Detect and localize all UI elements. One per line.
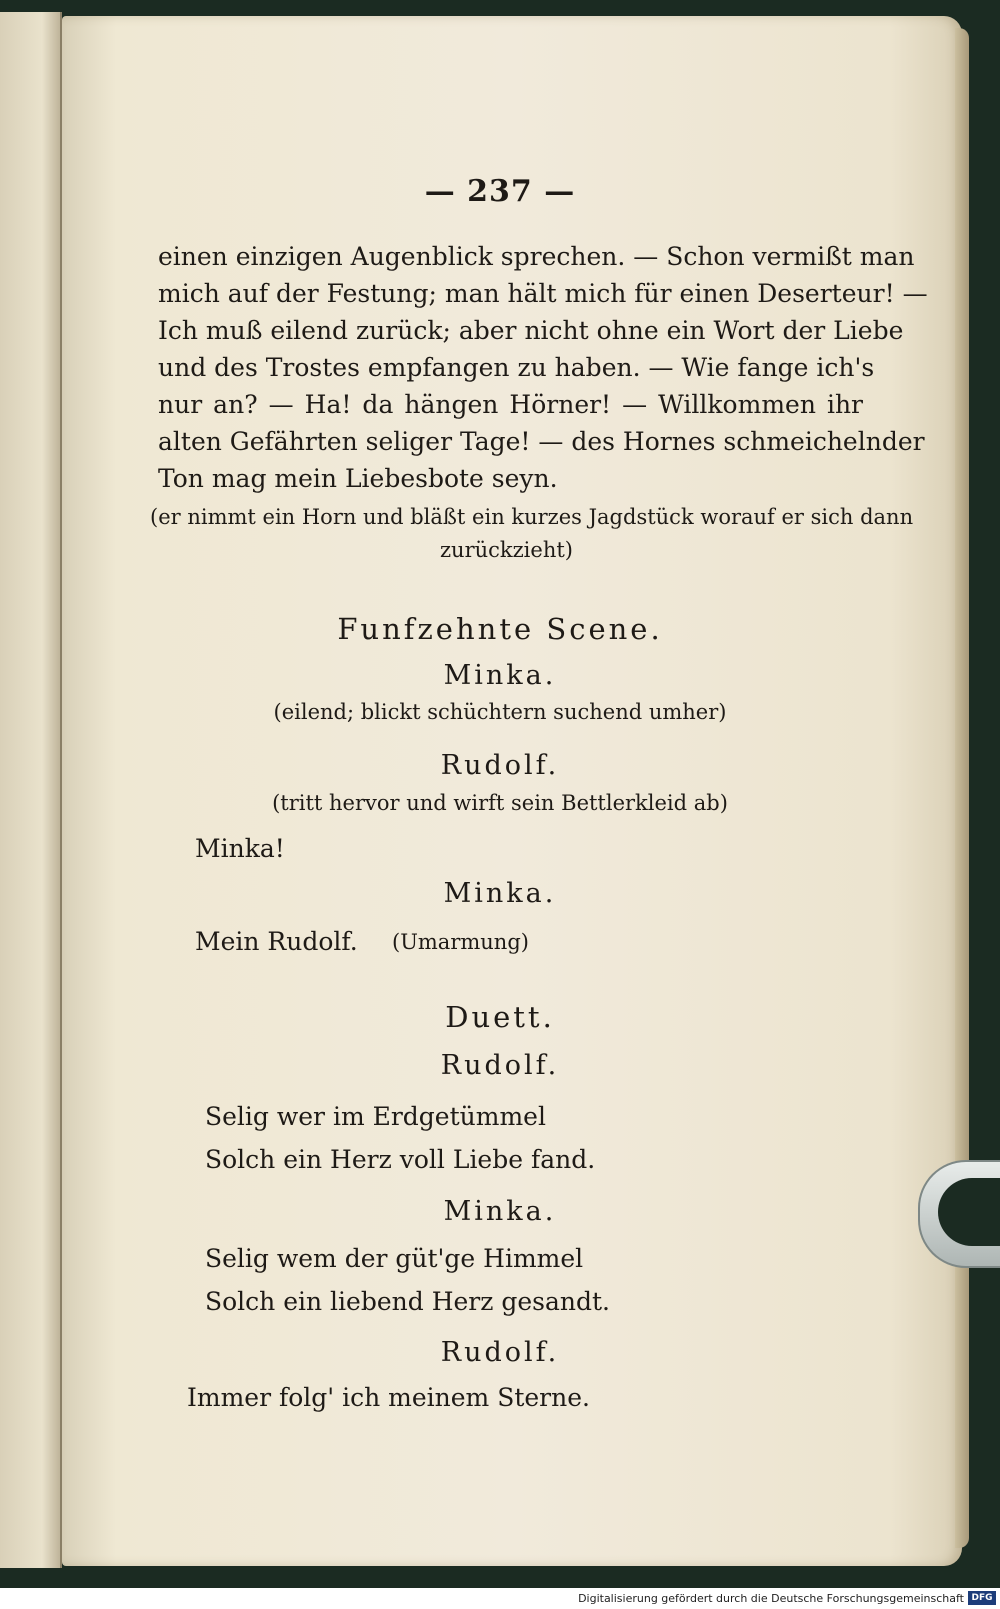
verse-line: Solch ein liebend Herz gesandt. [205, 1287, 610, 1316]
page-number: — 237 — [424, 174, 576, 209]
speaker-name: Minka. [443, 1196, 557, 1227]
dialogue-line: Mein Rudolf. [195, 927, 358, 956]
scene-heading: Funfzehnte Scene. [337, 612, 663, 646]
verse-line: Immer folg' ich meinem Sterne. [187, 1383, 590, 1412]
verse-line: Solch ein Herz voll Liebe fand. [205, 1145, 596, 1174]
footer-bar [0, 1588, 1000, 1609]
stage-direction: (Umarmung) [392, 930, 529, 954]
speaker-name: Minka. [443, 878, 557, 909]
prose-line: Ton mag mein Liebesbote seyn. [158, 464, 558, 493]
prose-line: einen einzigen Augenblick sprechen. — Schon vermißt man [158, 242, 915, 271]
speaker-name: Rudolf. [440, 750, 560, 781]
prose-line: Ich muß eilend zurück; aber nicht ohne ein Wort der Liebe [158, 316, 904, 345]
verse-line: Selig wer im Erdgetümmel [205, 1102, 546, 1131]
verse-line: Selig wem der güt'ge Himmel [205, 1244, 584, 1273]
stage-direction: zurückzieht) [439, 538, 573, 562]
page-stack-edge [955, 28, 969, 1548]
speaker-name: Rudolf. [440, 1050, 560, 1081]
previous-page-edge [0, 12, 62, 1568]
prose-line: alten Gefährten seliger Tage! — des Hornes schmeichelnder [158, 427, 925, 456]
speaker-name: Minka. [443, 660, 557, 691]
prose-line: nur an? — Ha! da hängen Hörner! — Willkommen ihr [158, 390, 863, 419]
stage-direction: (er nimmt ein Horn und bläßt ein kurzes Jagdstück worauf er sich dann [150, 505, 914, 529]
stage-direction: (tritt hervor und wirft sein Bettlerkleid ab) [272, 791, 728, 815]
speaker-name: Rudolf. [440, 1337, 560, 1368]
dialogue-line: Minka! [195, 834, 285, 863]
stage-direction: (eilend; blickt schüchtern suchend umher) [273, 700, 727, 724]
page-clip-opening [938, 1178, 1000, 1246]
dfg-logo: DFG [968, 1591, 996, 1605]
prose-line: und des Trostes empfangen zu haben. — Wie fange ich's [158, 353, 875, 382]
duet-heading: Duett. [445, 1000, 555, 1034]
prose-line: mich auf der Festung; man hält mich für einen Deserteur! — [158, 279, 928, 308]
funding-credit: Digitalisierung gefördert durch die Deutsche Forschungsgemeinschaft [578, 1592, 964, 1605]
